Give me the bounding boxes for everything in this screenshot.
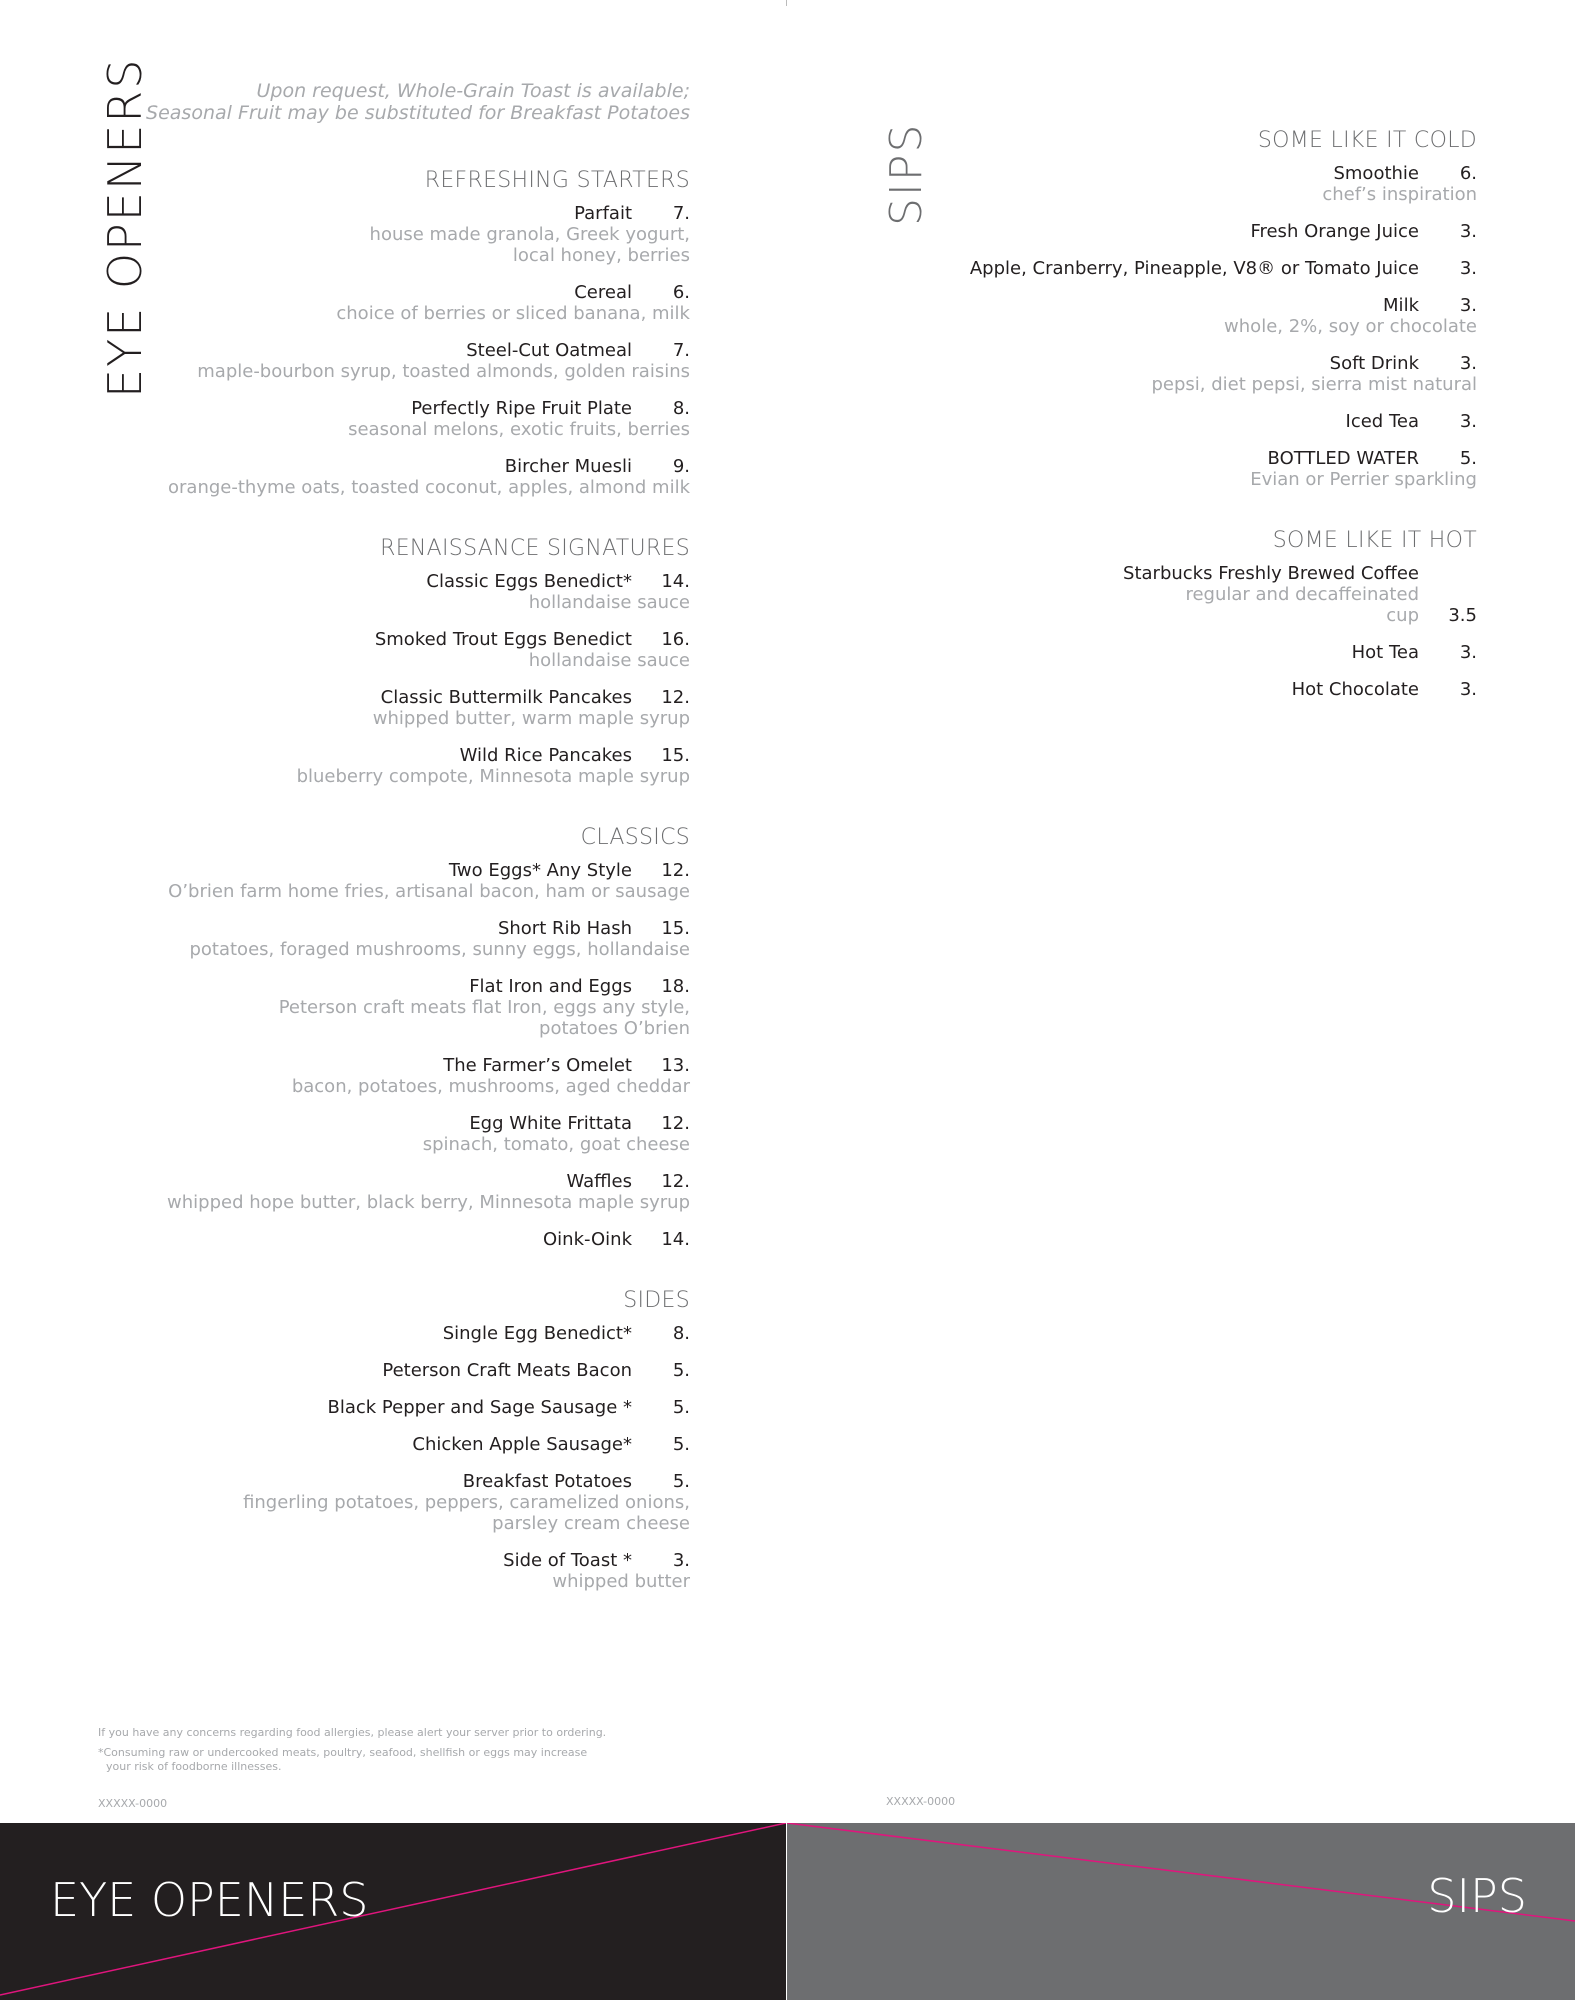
item-name: Egg White Frittata — [469, 1113, 632, 1134]
item-description — [900, 469, 1477, 490]
item-name: Classic Eggs Benedict* — [426, 571, 632, 592]
description-line: house made granola, Greek yogurt, — [369, 224, 690, 245]
item-name: Fresh Orange Juice — [1250, 221, 1419, 242]
menu-item-row — [120, 1550, 690, 1571]
item-price: 6. — [672, 282, 690, 303]
menu-item — [120, 1434, 690, 1455]
item-description — [120, 477, 690, 498]
bottom-bar-left — [0, 1823, 786, 2000]
item-price: 16. — [661, 629, 690, 650]
item-description — [120, 1192, 690, 1213]
description-line: spinach, tomato, goat cheese — [422, 1134, 690, 1155]
menu-item-row — [120, 1360, 690, 1381]
menu-item-row — [900, 163, 1477, 184]
menu-section — [120, 536, 690, 787]
item-name: Apple, Cranberry, Pineapple, V8® or Tomato Juice — [969, 258, 1419, 279]
item-name: Classic Buttermilk Pancakes — [380, 687, 632, 708]
menu-code-right: XXXXX-0000 — [886, 1795, 956, 1808]
item-description — [120, 939, 690, 960]
description-line: whole, 2%, soy or chocolate — [1224, 316, 1477, 337]
item-name: Single Egg Benedict* — [442, 1323, 632, 1344]
menu-item-row — [120, 571, 690, 592]
item-name: Steel-Cut Oatmeal — [466, 340, 632, 361]
item-size-price: 3.5 — [1448, 605, 1477, 626]
vertical-title-sips: SIPS — [881, 122, 932, 226]
note-line: Upon request, Whole-Grain Toast is available; — [256, 80, 690, 102]
item-name: Starbucks Freshly Brewed Coffee — [1123, 563, 1419, 584]
footnotes — [98, 1726, 718, 1780]
item-name: Breakfast Potatoes — [462, 1471, 632, 1492]
item-name: Short Rib Hash — [497, 918, 632, 939]
item-description: regular and decaffeinated — [1185, 584, 1419, 605]
section-title: SOME LIKE IT COLD — [1257, 128, 1477, 153]
item-name: Side of Toast * — [503, 1550, 632, 1571]
description-line: maple-bourbon syrup, toasted almonds, golden raisins — [197, 361, 690, 382]
description-line: potatoes, foraged mushrooms, sunny eggs, hollandaise — [189, 939, 690, 960]
item-size: cup — [1386, 605, 1419, 626]
menu-section — [120, 825, 690, 1250]
item-price: 3. — [1459, 295, 1477, 316]
item-name: Iced Tea — [1345, 411, 1419, 432]
menu-item — [120, 745, 690, 787]
item-description — [120, 708, 690, 729]
menu-item — [120, 860, 690, 902]
item-price: 5. — [1459, 448, 1477, 469]
menu-item-row — [120, 1229, 690, 1250]
item-name: BOTTLED WATER — [1267, 448, 1419, 469]
menu-item-row — [120, 456, 690, 477]
description-line: Evian or Perrier sparkling — [1250, 469, 1477, 490]
item-price: 12. — [661, 1171, 690, 1192]
menu-item — [120, 203, 690, 266]
menu-item-row — [120, 203, 690, 224]
description-line: O’brien farm home fries, artisanal bacon, ham or sausage — [168, 881, 690, 902]
menu-item — [120, 687, 690, 729]
menu-item-row — [900, 448, 1477, 469]
description-line: potatoes O’brien — [539, 1018, 690, 1039]
item-description — [120, 303, 690, 324]
description-line: choice of berries or sliced banana, milk — [336, 303, 690, 324]
item-name: Soft Drink — [1329, 353, 1419, 374]
menu-item-row — [900, 295, 1477, 316]
section-title: REFRESHING STARTERS — [424, 168, 690, 193]
menu-item — [900, 411, 1477, 432]
item-price: 15. — [661, 918, 690, 939]
item-description — [900, 374, 1477, 395]
item-name: Smoothie — [1333, 163, 1419, 184]
item-price: 3. — [1459, 353, 1477, 374]
item-name: Hot Tea — [1351, 642, 1419, 663]
menu-item-row — [120, 1434, 690, 1455]
menu-item — [900, 679, 1477, 700]
item-name: Hot Chocolate — [1291, 679, 1419, 700]
menu-item-row — [120, 629, 690, 650]
item-price: 8. — [672, 1323, 690, 1344]
item-description — [120, 881, 690, 902]
item-price: 8. — [672, 398, 690, 419]
bottom-bar-right — [787, 1823, 1575, 2000]
menu-item — [120, 1397, 690, 1418]
menu-section — [900, 128, 1477, 490]
description-line: orange-thyme oats, toasted coconut, apples, almond milk — [168, 477, 690, 498]
item-price: 7. — [672, 203, 690, 224]
item-description — [120, 1571, 690, 1592]
bottom-title-eye-openers: EYE OPENERS — [50, 1873, 369, 1927]
item-name: Cereal — [574, 282, 632, 303]
menu-item-row — [120, 398, 690, 419]
item-price: 14. — [661, 1229, 690, 1250]
item-price: 5. — [672, 1360, 690, 1381]
item-price: 12. — [661, 1113, 690, 1134]
item-price: 3. — [1459, 258, 1477, 279]
description-line: blueberry compote, Minnesota maple syrup — [296, 766, 690, 787]
item-description — [120, 592, 690, 613]
item-price: 15. — [661, 745, 690, 766]
description-line: parsley cream cheese — [492, 1513, 690, 1534]
right-sections — [900, 128, 1477, 700]
allergy-footnote: If you have any concerns regarding food allergies, please alert your server prior to ordering. — [98, 1726, 607, 1739]
description-line: pepsi, diet pepsi, sierra mist natural — [1151, 374, 1477, 395]
menu-item — [900, 295, 1477, 337]
menu-item — [120, 1360, 690, 1381]
item-name: Milk — [1383, 295, 1419, 316]
item-name: Two Eggs* Any Style — [448, 860, 632, 881]
item-description — [120, 650, 690, 671]
menu-item-row — [900, 584, 1477, 605]
item-description — [900, 184, 1477, 205]
menu-item — [120, 1113, 690, 1155]
item-price: 5. — [672, 1397, 690, 1418]
left-sections — [120, 168, 690, 1592]
bottom-title-sips: SIPS — [1427, 1869, 1527, 1923]
menu-code-left: XXXXX-0000 — [98, 1797, 168, 1810]
section-title: CLASSICS — [580, 825, 690, 850]
menu-item-row — [120, 976, 690, 997]
item-description — [120, 361, 690, 382]
menu-item — [120, 1323, 690, 1344]
item-description — [120, 1492, 690, 1534]
menu-item — [120, 282, 690, 324]
item-price: 12. — [661, 860, 690, 881]
item-name: Bircher Muesli — [504, 456, 632, 477]
item-name: Waffles — [566, 1171, 632, 1192]
item-price: 12. — [661, 687, 690, 708]
item-price: 3. — [1459, 221, 1477, 242]
item-price: 5. — [672, 1471, 690, 1492]
description-line: local honey, berries — [512, 245, 690, 266]
description-line: chef’s inspiration — [1322, 184, 1477, 205]
menu-item-row — [120, 1323, 690, 1344]
menu-item-row — [120, 745, 690, 766]
description-line: bacon, potatoes, mushrooms, aged cheddar — [291, 1076, 690, 1097]
item-description — [120, 1134, 690, 1155]
menu-item-row — [900, 221, 1477, 242]
menu-item-row — [120, 1055, 690, 1076]
menu-item — [900, 221, 1477, 242]
menu-item — [120, 340, 690, 382]
menu-item — [120, 398, 690, 440]
description-line: whipped butter, warm maple syrup — [372, 708, 690, 729]
item-price: 3. — [672, 1550, 690, 1571]
menu-item-row — [120, 1471, 690, 1492]
menu-item-row — [900, 563, 1477, 584]
item-price: 3. — [1459, 679, 1477, 700]
description-line: fingerling potatoes, peppers, caramelized onions, — [243, 1492, 690, 1513]
menu-item-row — [900, 642, 1477, 663]
item-price: 5. — [672, 1434, 690, 1455]
menu-item — [900, 353, 1477, 395]
item-name: Chicken Apple Sausage* — [412, 1434, 632, 1455]
menu-item-row — [120, 918, 690, 939]
menu-item — [900, 163, 1477, 205]
item-name: The Farmer’s Omelet — [443, 1055, 632, 1076]
vertical-title-eye-openers: EYE OPENERS — [98, 57, 152, 398]
page-fold-mark — [786, 0, 787, 6]
section-title: RENAISSANCE SIGNATURES — [380, 536, 690, 561]
menu-item — [120, 1055, 690, 1097]
section-title: SOME LIKE IT HOT — [1272, 528, 1477, 553]
item-price: 13. — [661, 1055, 690, 1076]
menu-item — [120, 1550, 690, 1592]
item-name: Parfait — [574, 203, 632, 224]
menu-item — [900, 642, 1477, 663]
menu-item — [900, 448, 1477, 490]
item-price: 7. — [672, 340, 690, 361]
item-description — [120, 224, 690, 266]
item-price: 14. — [661, 571, 690, 592]
item-name: Perfectly Ripe Fruit Plate — [411, 398, 632, 419]
menu-item — [120, 918, 690, 960]
item-description — [900, 316, 1477, 337]
menu-item-row — [900, 605, 1477, 626]
menu-item — [120, 629, 690, 671]
raw-footnote-line: *Consuming raw or undercooked meats, poultry, seafood, shellfish or eggs may increase — [98, 1746, 588, 1759]
item-description — [120, 1076, 690, 1097]
item-price: 3. — [1459, 411, 1477, 432]
description-line: seasonal melons, exotic fruits, berries — [348, 419, 690, 440]
note-line: Seasonal Fruit may be substituted for Breakfast Potatoes — [146, 102, 690, 124]
menu-item — [120, 1171, 690, 1213]
description-line: whipped butter — [552, 1571, 690, 1592]
menu-section — [900, 528, 1477, 700]
menu-section — [120, 168, 690, 498]
right-menu-column — [900, 128, 1477, 738]
item-price: 3. — [1459, 642, 1477, 663]
item-name: Oink-Oink — [543, 1229, 632, 1250]
item-description — [120, 997, 690, 1039]
menu-item — [900, 563, 1477, 626]
menu-item-row — [120, 1397, 690, 1418]
section-title: SIDES — [623, 1288, 690, 1313]
item-price: 6. — [1459, 163, 1477, 184]
menu-item-row — [900, 679, 1477, 700]
description-line: Peterson craft meats flat Iron, eggs any style, — [278, 997, 690, 1018]
menu-item-row — [900, 258, 1477, 279]
menu-item-row — [900, 353, 1477, 374]
item-description — [120, 766, 690, 787]
description-line: hollandaise sauce — [528, 650, 690, 671]
menu-item — [120, 456, 690, 498]
menu-item — [120, 1471, 690, 1534]
item-name: Peterson Craft Meats Bacon — [382, 1360, 632, 1381]
item-description — [120, 419, 690, 440]
menu-item-row — [120, 860, 690, 881]
menu-item-row — [120, 1113, 690, 1134]
menu-item-row — [120, 282, 690, 303]
menu-item — [120, 1229, 690, 1250]
menu-item — [120, 976, 690, 1039]
item-name: Smoked Trout Eggs Benedict — [374, 629, 632, 650]
menu-item-row — [120, 687, 690, 708]
description-line: hollandaise sauce — [528, 592, 690, 613]
menu-item — [900, 258, 1477, 279]
menu-item-row — [120, 340, 690, 361]
menu-item-row — [120, 1171, 690, 1192]
menu-item — [120, 571, 690, 613]
raw-food-footnote — [98, 1746, 718, 1774]
description-line: whipped hope butter, black berry, Minnesota maple syrup — [167, 1192, 690, 1213]
raw-footnote-line: your risk of foodborne illnesses. — [106, 1760, 282, 1773]
item-name: Black Pepper and Sage Sausage * — [327, 1397, 632, 1418]
item-price: 18. — [661, 976, 690, 997]
left-menu-column — [120, 80, 690, 1630]
menu-section — [120, 1288, 690, 1592]
item-name: Wild Rice Pancakes — [459, 745, 632, 766]
menu-item-row — [900, 411, 1477, 432]
item-name: Flat Iron and Eggs — [469, 976, 632, 997]
item-price: 9. — [672, 456, 690, 477]
substitution-note — [120, 80, 690, 124]
